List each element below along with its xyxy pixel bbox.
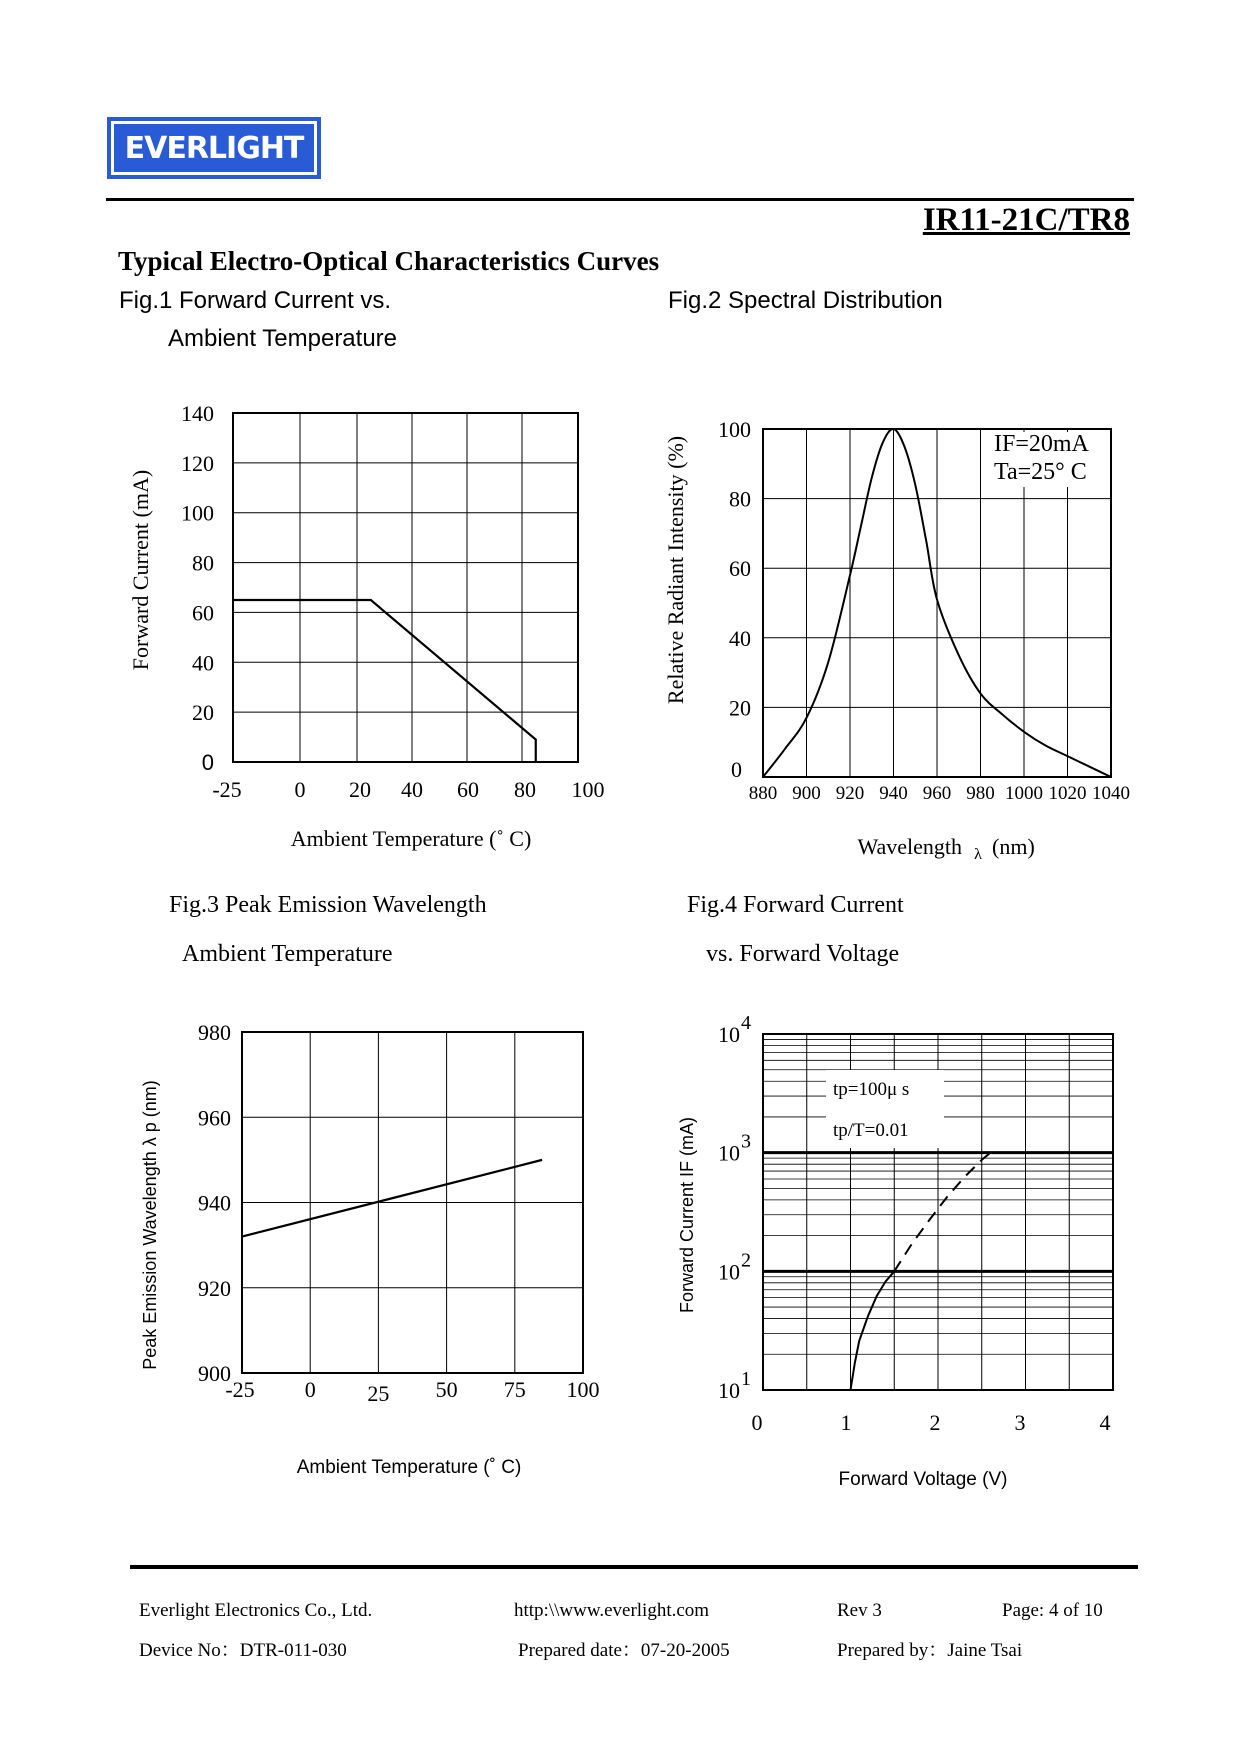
fig4-xtick-label: 2 [929, 1410, 941, 1435]
fig2-chart [660, 410, 1160, 870]
fig1-grid [233, 413, 578, 762]
fig1-ytick-label: 120 [181, 450, 214, 476]
fig2-ytick-label: 100 [718, 417, 751, 442]
fig3-series [242, 1160, 542, 1237]
fig1-ytick-label: 60 [192, 600, 214, 626]
fig2-ytick-label: 80 [729, 486, 751, 512]
footer-prepared-date: Prepared date：07-20-2005 [518, 1640, 730, 1661]
fig3-ytick-label: 940 [198, 1190, 231, 1216]
fig3-series-line [242, 1160, 542, 1237]
part-number: IR11-21C/TR8 [922, 202, 1130, 238]
fig4-series-dashed-line [894, 1153, 990, 1272]
section-title: Typical Electro-Optical Characteristics Curves [118, 246, 660, 276]
fig4-ytick-exponent: 3 [741, 1130, 751, 1153]
fig1-xtick-label: -25 [212, 777, 242, 802]
fig4-ytick-base: 10 [718, 1378, 740, 1403]
fig2-ylabel: Relative Radiant Intensity (%) [663, 435, 688, 705]
fig4-chart [660, 1010, 1160, 1500]
fig1-xtick-label: 20 [349, 777, 371, 802]
fig3-caption-line2: Ambient Temperature [182, 941, 393, 967]
fig4-series-solid-line [851, 1271, 895, 1390]
fig2-ytick-label: 60 [729, 556, 751, 582]
fig2-xtick-label: 940 [879, 783, 908, 804]
fig1-ylabel: Forward Current (mA) [128, 469, 153, 671]
fig3-xlabel: Ambient Temperature (˚ C) [296, 1457, 522, 1478]
fig3-xtick-label: 25 [367, 1381, 390, 1406]
fig1-caption: Fig.1 Forward Current vs. [119, 287, 392, 314]
fig4-annotation-tp: tp=100μ s [833, 1079, 910, 1100]
fig2-xtick-label: 1000 [1005, 783, 1043, 804]
fig3-ytick-label: 920 [198, 1275, 231, 1301]
fig4-ytick-base: 10 [718, 1022, 740, 1047]
fig4-caption-line2: vs. Forward Voltage [706, 941, 900, 967]
fig1-xtick-label: 60 [457, 777, 479, 802]
fig2-xlabel-symbol: λ [974, 846, 982, 863]
fig3-xtick-label: -25 [225, 1377, 255, 1402]
fig1-caption-line2: Ambient Temperature [168, 325, 398, 352]
fig4-annotation-duty: tp/T=0.01 [833, 1120, 909, 1141]
fig1-ytick-label: 40 [192, 650, 214, 676]
fig1-series [233, 600, 536, 762]
footer-rev: Rev 3 [837, 1600, 882, 1621]
footer-website[interactable]: http:\\www.everlight.com [514, 1600, 710, 1621]
fig1-plot-frame [233, 413, 578, 762]
fig4-grid [763, 1034, 1113, 1390]
fig2-xtick-label: 980 [966, 783, 995, 804]
fig3-grid [242, 1032, 583, 1373]
footer-rule [130, 1565, 1138, 1569]
fig1-ytick-label: 20 [192, 700, 214, 726]
fig3-ytick-label: 980 [198, 1020, 231, 1045]
fig2-xtick-label: 880 [748, 783, 778, 804]
fig4-xtick-label: 0 [751, 1410, 763, 1435]
fig4-xlabel: Forward Voltage (V) [838, 1469, 1008, 1490]
footer-page: Page: 4 of 10 [1002, 1600, 1103, 1621]
fig4-xtick-label: 1 [840, 1410, 852, 1435]
fig1-xtick-label: 100 [571, 777, 605, 802]
fig1-chart [110, 395, 610, 865]
fig3-ylabel: Peak Emission Wavelength λ p (nm) [140, 1080, 160, 1370]
fig2-xlabel: Wavelength [857, 834, 962, 859]
fig4-ytick-exponent: 2 [741, 1249, 751, 1272]
fig1-series-line [233, 600, 536, 762]
fig3-tick-labels [198, 1020, 600, 1406]
header-rule [106, 198, 1134, 201]
fig1-xlabel: Ambient Temperature (˚ C) [290, 826, 532, 851]
fig2-xtick-label: 920 [835, 783, 865, 804]
fig3-xtick-label: 0 [304, 1377, 316, 1402]
fig4-xtick-label: 3 [1014, 1410, 1026, 1435]
footer-prepared-by: Prepared by：Jaine Tsai [837, 1640, 1023, 1661]
fig2-xlabel-unit: (nm) [992, 834, 1035, 859]
logo-text: EVERLIGHT [124, 130, 304, 166]
fig4-ytick-exponent: 4 [741, 1012, 751, 1034]
fig3-xtick-label: 75 [503, 1377, 526, 1402]
fig1-xtick-label: 40 [401, 777, 423, 802]
fig1-ytick-label: 100 [181, 500, 214, 526]
fig1-ytick-label: 140 [181, 401, 214, 426]
fig3-ytick-label: 900 [198, 1361, 231, 1386]
fig1-ytick-label: 80 [192, 550, 214, 576]
fig2-ytick-label: 0 [731, 757, 742, 782]
fig3-xtick-label: 50 [435, 1377, 458, 1402]
fig3-caption: Fig.3 Peak Emission Wavelength [169, 892, 487, 918]
fig2-xtick-label: 1020 [1048, 783, 1087, 804]
fig2-xtick-label: 1040 [1092, 783, 1130, 804]
fig2-ytick-label: 20 [729, 695, 751, 721]
fig4-ytick-exponent: 1 [741, 1368, 751, 1390]
footer-device-no: Device No：DTR-011-030 [139, 1640, 347, 1661]
fig1-xtick-label: 80 [514, 777, 536, 802]
fig1-xtick-label: 0 [294, 777, 306, 802]
fig4-xtick-label: 4 [1099, 1410, 1111, 1435]
fig2-xtick-label: 900 [792, 783, 821, 804]
fig1-tick-labels [181, 401, 605, 802]
fig3-xtick-label: 100 [566, 1377, 600, 1402]
fig3-chart [130, 1015, 630, 1485]
fig3-ytick-label: 960 [198, 1105, 231, 1131]
fig2-annotation-ta: Ta=25° C [994, 459, 1087, 485]
fig4-ylabel: Forward Current IF (mA) [677, 1116, 697, 1314]
footer-company: Everlight Electronics Co., Ltd. [139, 1600, 373, 1621]
fig4-ytick-base: 10 [718, 1259, 740, 1285]
fig2-ytick-label: 40 [729, 625, 751, 651]
fig4-caption: Fig.4 Forward Current [687, 892, 904, 918]
everlight-logo [107, 117, 321, 179]
fig1-ytick-label: 0 [201, 750, 214, 775]
fig2-xtick-label: 960 [922, 783, 952, 804]
fig2-annotation-if: IF=20mA [994, 431, 1089, 457]
fig4-ytick-base: 10 [718, 1140, 740, 1166]
fig2-caption: Fig.2 Spectral Distribution [668, 287, 943, 314]
